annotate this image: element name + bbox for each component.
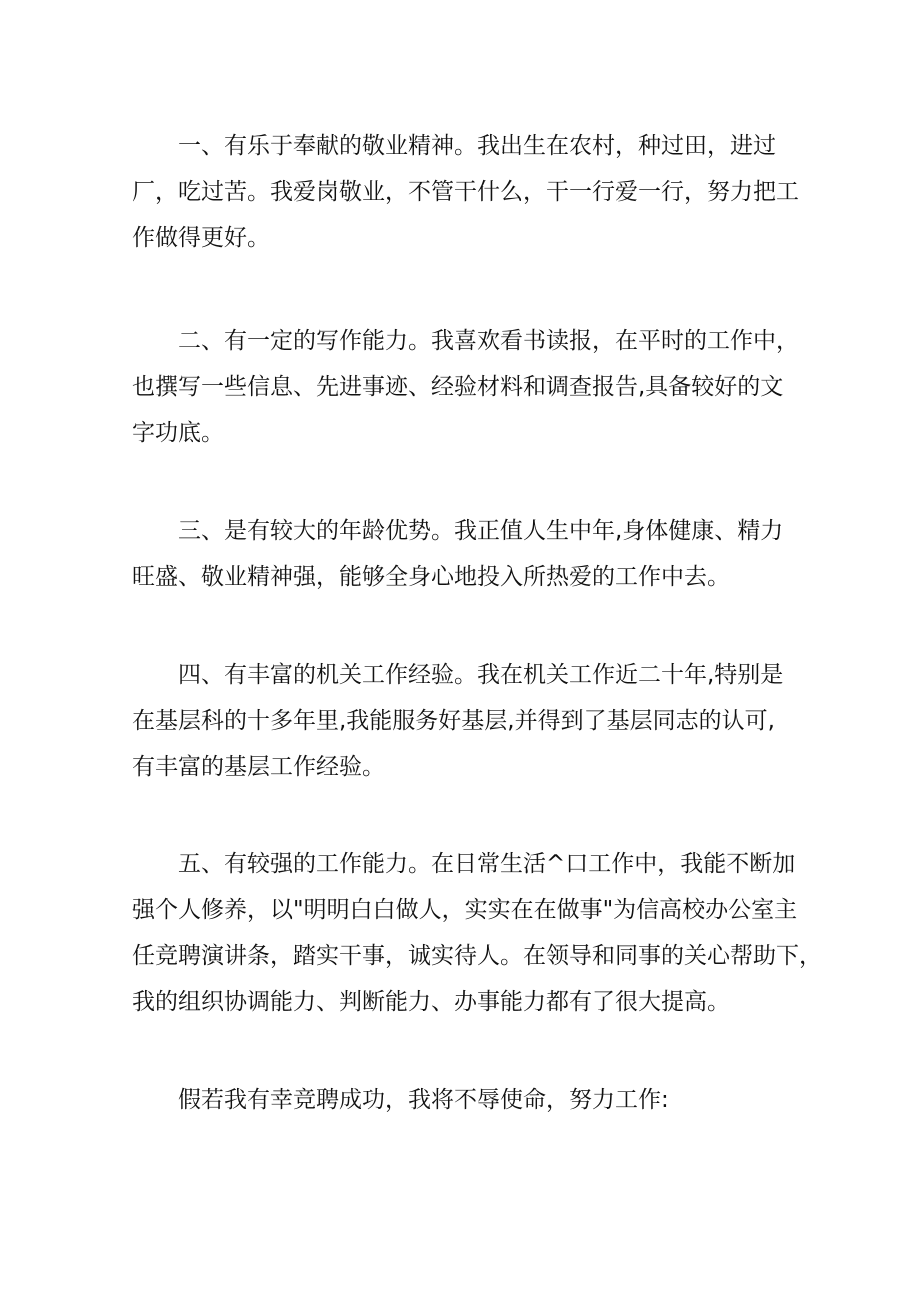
text-line: 有丰富的基层工作经验。 [132,754,385,780]
text-line: 字功底。 [132,420,224,446]
text-line: 作做得更好。 [132,225,270,251]
paragraph-4 [132,652,797,790]
text-line: 在基层科的十多年里,我能服务好基层,并得到了基层同志的认可, [132,708,775,734]
text-line: 四、有丰富的机关工作经验。我在机关工作近二十年,特别是 [178,662,784,688]
paragraph-6 [132,1077,797,1123]
paragraph-1 [132,123,797,261]
text-line: 二、有一定的写作能力。我喜欢看书读报，在平时的工作中， [178,328,799,354]
text-line: 我的组织协调能力、判断能力、办事能力都有了很大提高。 [132,989,730,1015]
text-line: 五、有较强的工作能力。在日常生活^口工作中，我能不断加 [178,851,796,877]
text-line: 任竞聘演讲条，踏实干事，诚实待人。在领导和同事的关心帮助下， [132,943,822,969]
paragraph-5 [132,841,822,1025]
text-line: 一、有乐于奉献的敬业精神。我出生在农村，种过田，进过 [178,133,776,159]
paragraph-2 [132,318,797,456]
text-line: 三、是有较大的年龄优势。我正值人生中年,身体健康、精力 [178,518,784,544]
paragraph-3 [132,508,797,600]
text-line: 旺盛、敬业精神强，能够全身心地投入所热爱的工作中去。 [132,564,730,590]
text-line: 假若我有幸竞聘成功，我将不辱使命，努力工作: [178,1087,669,1113]
text-line: 也撰写一些信息、先进事迹、经验材料和调查报告,具备较好的文 [132,374,784,400]
text-line: 厂，吃过苦。我爱岗敬业，不管干什么，干一行爱一行，努力把工 [132,179,799,205]
text-line: 强个人修养，以"明明白白做人，实实在在做事"为信高校办公室主 [132,897,798,923]
